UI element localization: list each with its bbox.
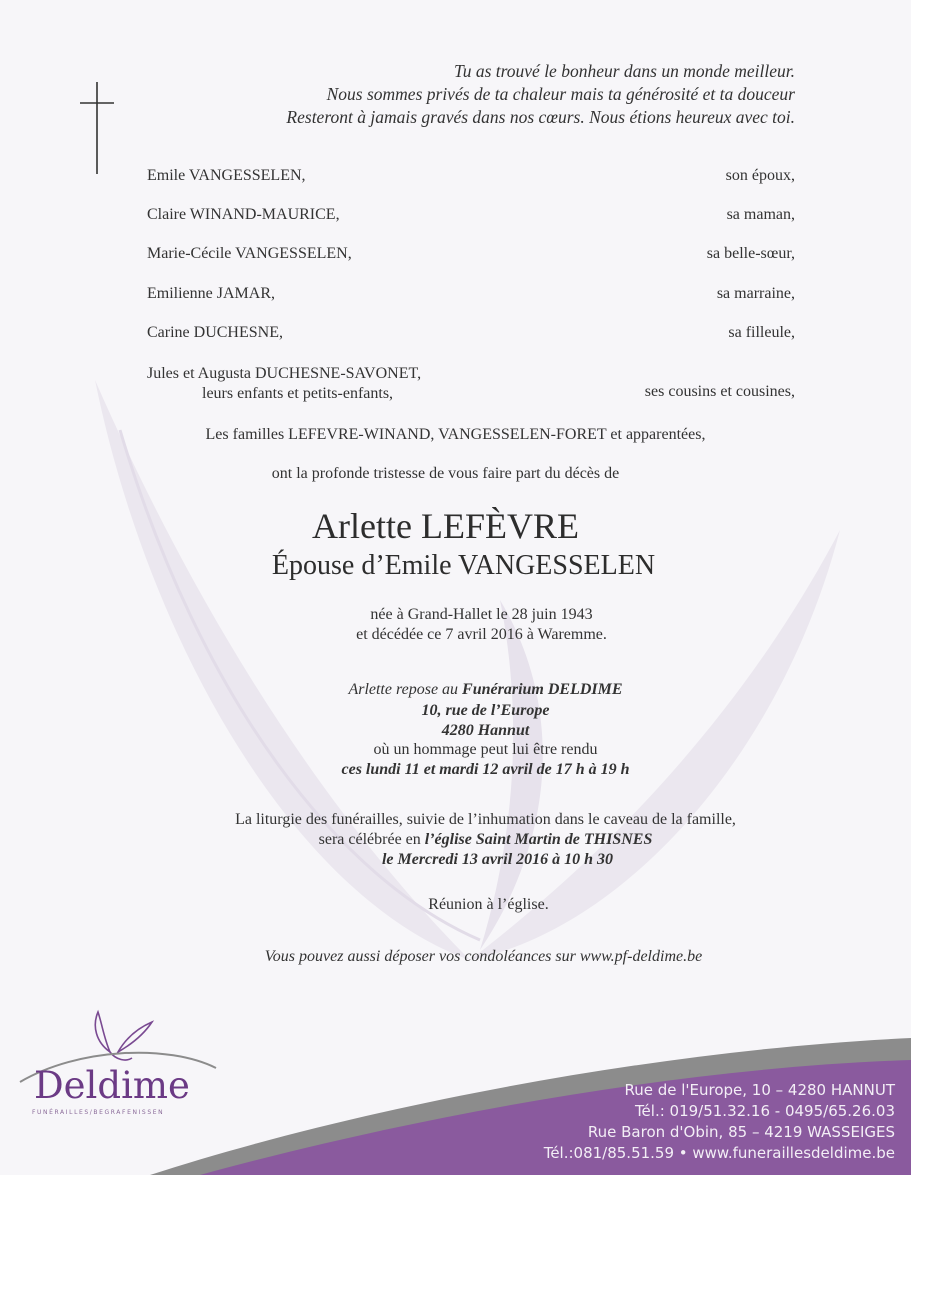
family-relation: sa marraine, (716, 285, 795, 302)
family-name: Jules et Augusta DUCHESNE-SAVONET, (147, 365, 422, 382)
contact-line: Rue Baron d'Obin, 85 – 4219 WASSEIGES (587, 1123, 895, 1141)
family-relation: ses cousins et cousines, (644, 383, 795, 400)
poem-line: Nous sommes privés de ta chaleur mais ta générosité et ta douceur (326, 84, 795, 104)
visitation-homage: où un hommage peut lui être rendu (373, 741, 598, 758)
contact-block (475, 1080, 895, 1164)
logo-tagline: FUNÉRAILLES/BEGRAFENISSEN (32, 1109, 165, 1116)
funeral-church-line (30, 829, 911, 850)
family-row (147, 206, 795, 230)
visitation-line (30, 679, 911, 700)
birth-line: née à Grand-Hallet le 28 juin 1943 (370, 606, 593, 623)
contact-line: Rue de l'Europe, 10 – 4280 HANNUT (624, 1081, 895, 1099)
family-name: Marie-Cécile VANGESSELEN, (147, 245, 352, 262)
families-line: Les familles LEFEVRE-WINAND, VANGESSELEN-FORET et apparentées, (205, 426, 706, 443)
visitation-address: 10, rue de l’Europe (421, 702, 550, 719)
family-relation: sa belle-sœur, (706, 245, 795, 262)
reunion-line: Réunion à l’église. (428, 896, 549, 913)
funeral-date: le Mercredi 13 avril 2016 à 10 h 30 (381, 851, 614, 868)
family-name: Claire WINAND-MAURICE, (147, 206, 340, 223)
family-sub-line: leurs enfants et petits-enfants, (202, 385, 394, 402)
family-relation: sa filleule, (728, 324, 795, 341)
funeral-line: La liturgie des funérailles, suivie de l’inhumation dans le caveau de la famille, (235, 811, 736, 828)
family-row (147, 167, 795, 191)
family-row (147, 324, 795, 348)
family-relation: son époux, (725, 167, 795, 184)
funeral-church: l’église Saint Martin de THISNES (424, 831, 653, 848)
family-name: Emile VANGESSELEN, (147, 167, 306, 184)
poem (195, 60, 795, 129)
contact-line: Tél.: 019/51.32.16 - 0495/65.26.03 (634, 1102, 895, 1120)
condolences-line: Vous pouvez aussi déposer vos condoléances sur www.pf-deldime.be (264, 948, 703, 965)
announcement-line: ont la profonde tristesse de vous faire part du décès de (271, 465, 620, 482)
deceased-name: Arlette LEFÈVRE (312, 506, 579, 546)
contact-line: Tél.:081/85.51.59 • www.funeraillesdeldime.be (543, 1144, 895, 1162)
death-line: et décédée ce 7 avril 2016 à Waremme. (356, 626, 607, 643)
visitation-times: ces lundi 11 et mardi 12 avril de 17 h à 19 h (341, 761, 630, 778)
cross-icon (80, 82, 116, 174)
family-name: Emilienne JAMAR, (147, 285, 275, 302)
family-name: Carine DUCHESNE, (147, 324, 283, 341)
family-row (147, 245, 795, 269)
visitation-city: 4280 Hannut (441, 722, 530, 739)
visitation-prefix: Arlette repose au (348, 681, 463, 698)
family-row (147, 285, 795, 309)
poem-line: Tu as trouvé le bonheur dans un monde meilleur. (453, 61, 795, 81)
family-relation: sa maman, (726, 206, 795, 223)
poem-line: Resteront à jamais gravés dans nos cœurs. Nous étions heureux avec toi. (286, 107, 795, 127)
visitation-place: Funérarium DELDIME (462, 681, 623, 698)
funeral-prefix: sera célébrée en (318, 831, 425, 848)
deceased-spouse-line: Épouse d’Emile VANGESSELEN (271, 550, 656, 581)
logo-wordmark: Deldime (34, 1064, 190, 1107)
